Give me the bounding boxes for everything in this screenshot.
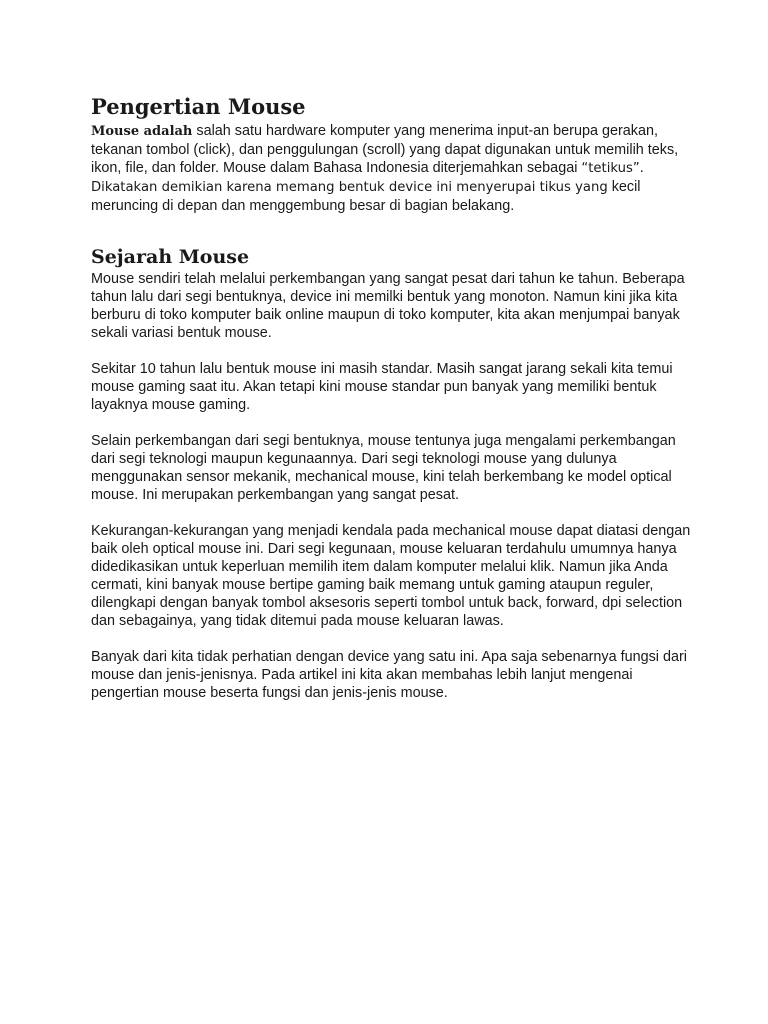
- paragraph-sejarah-3: Selain perkembangan dari segi bentuknya, mouse tentunya juga mengalami perkembangan dari segi teknologi maupun kegunaannya. Dari segi teknologi mouse yang dulunya menggunakan sensor mekanik, mechanical mouse, kini telah berkembang ke model optical mouse. Ini merupakan perkembangan yang sangat pesat.: [91, 433, 676, 503]
- section-title-sejarah: Sejarah Mouse: [91, 246, 250, 268]
- section-title-pengertian: Pengertian Mouse: [91, 94, 306, 119]
- paragraph-pengertian-part-c: kecil meruncing di depan dan menggembung besar di bagian belakang.: [91, 179, 641, 214]
- paragraph-pengertian: [91, 122, 691, 215]
- paragraph-sejarah-1: Mouse sendiri telah melalui perkembangan yang sangat pesat dari tahun ke tahun. Beberapa tahun lalu dari segi bentuknya, device ini memilki bentuk yang monoton. Namun kini jika kita berburu di toko komputer baik online maupun di toko komputer, kita akan menjumpai banyak sekali variasi bentuk mouse.: [91, 271, 685, 341]
- paragraph-sejarah-2: Sekitar 10 tahun lalu bentuk mouse ini masih standar. Masih sangat jarang sekali kita temui mouse gaming saat itu. Akan tetapi kini mouse standar pun banyak yang memiliki bentuk layaknya mouse gaming.: [91, 361, 673, 413]
- paragraph-sejarah-5: Banyak dari kita tidak perhatian dengan device yang satu ini. Apa saja sebenarnya fungsi dari mouse dan jenis-jenisnya. Pada artikel ini kita akan membahas lebih lanjut mengenai pengertian mouse beserta fungsi dan jenis-jenis mouse.: [91, 649, 688, 701]
- paragraph-pengertian-part-a: salah satu hardware komputer yang menerima input-an berupa gerakan, tekanan tombol (click), dan penggulungan (scroll) yang dapat digunakan untuk memilih teks, ikon, file, dan folder. Mouse dalam Bahasa Indonesia diterjemahkan sebagai: [91, 123, 679, 176]
- paragraph-pengertian-part-b: “tetikus”. Dikatakan demikian karena memang bentuk device ini menyerupai tikus yang: [91, 161, 644, 195]
- paragraph-sejarah-4: Kekurangan-kekurangan yang menjadi kendala pada mechanical mouse dapat diatasi dengan baik oleh optical mouse ini. Dari segi kegunaan, mouse keluaran terdahulu umumnya hanya didedikasikan untuk keperluan memilih item dalam komputer melalui klik. Namun jika Anda cermati, kini banyak mouse bertipe gaming baik memang untuk gaming ataupun reguler, dilengkapi dengan banyak tombol aksesoris seperti tombol untuk back, forward, dpi selection dan sebagainya, yang tidak ditemui pada mouse keluaran lawas.: [91, 523, 691, 629]
- document-page: [91, 94, 691, 720]
- term-mouse-adalah: Mouse adalah: [91, 124, 193, 139]
